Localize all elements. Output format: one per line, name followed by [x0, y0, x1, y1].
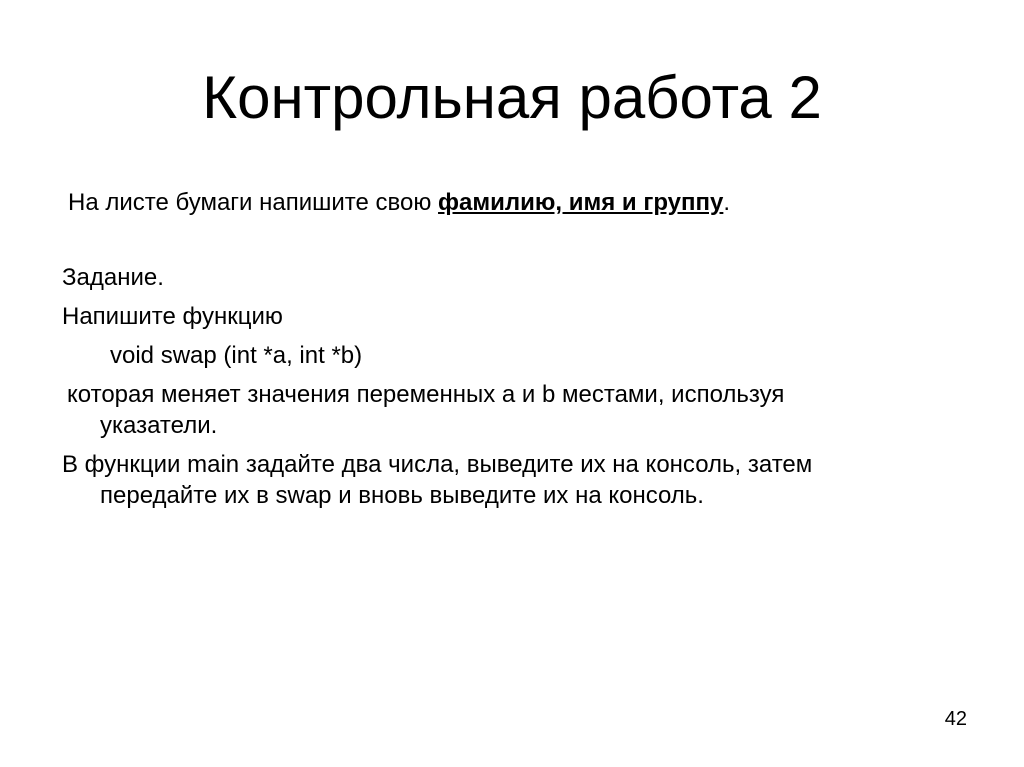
page-number: 42	[944, 708, 967, 730]
main-instruction-line-1: В функции main задайте два числа, выведите их на консоль, затем	[62, 451, 813, 478]
slide-title: Контрольная работа 2	[202, 64, 822, 131]
intro-before: На листе бумаги напишите свою	[68, 189, 439, 216]
description-line-1: которая меняет значения переменных a и b местами, используя	[67, 381, 785, 408]
write-function-text: Напишите функцию	[62, 303, 283, 330]
main-instruction-line-2: передайте их в swap и вновь выведите их на консоль.	[100, 482, 704, 509]
description-line-2: указатели.	[100, 412, 218, 439]
intro-text	[68, 188, 730, 218]
intro-emphasis: фамилию, имя и группу	[438, 189, 724, 216]
function-signature: void swap (int *a, int *b)	[110, 342, 363, 369]
intro-after: .	[723, 189, 731, 216]
task-label: Задание.	[62, 264, 164, 291]
